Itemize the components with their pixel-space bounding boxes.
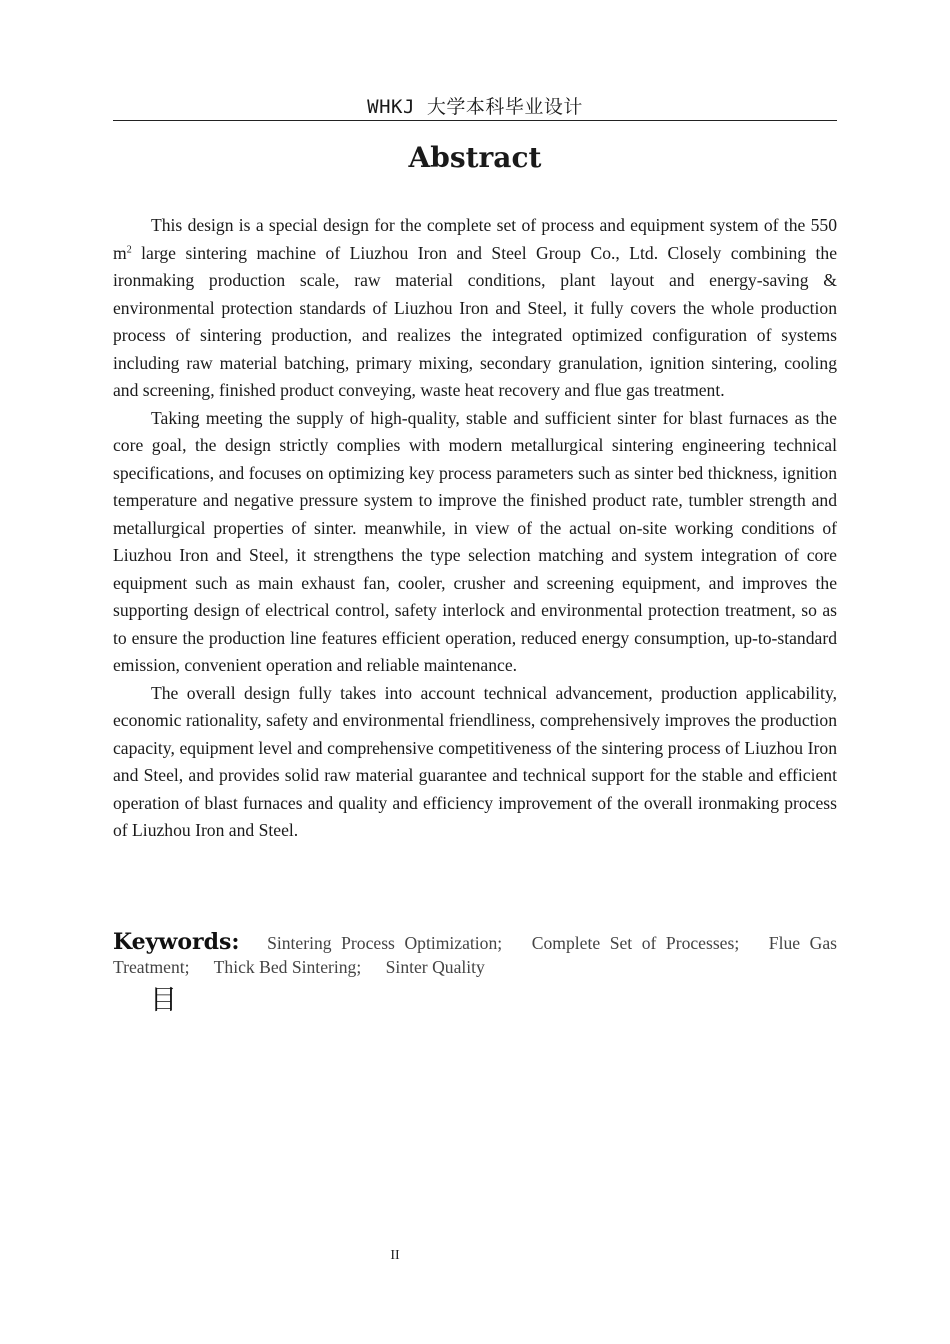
abstract-paragraph-1 — [113, 212, 837, 405]
square-meter-superscript: 2 — [126, 244, 132, 255]
running-header — [113, 94, 837, 121]
toc-heading-fragment: 目 — [150, 985, 177, 1016]
keyword-item: Complete Set of Processes; — [531, 933, 740, 953]
keywords-label: Keywords: — [113, 929, 240, 955]
running-header-text: WHKJ 大学本科毕业设计 — [367, 96, 583, 118]
keyword-item: Flue Gas Treatment; — [113, 933, 837, 977]
abstract-paragraph-3: The overall design fully takes into account technical advancement, production applicability, economic rationality, safety and environmental friendliness, comprehensively improves the production capacity, equipment level and comprehensive competitiveness of the sintering process of Liuzhou Iron and Steel, and provides solid raw material guarantee and technical support for the stable and efficient operation of blast furnaces and quality and efficiency improvement of the overall ironmaking process of Liuzhou Iron and Steel. — [113, 682, 837, 840]
keyword-item: Thick Bed Sintering; — [213, 957, 362, 977]
page-number: II — [390, 1248, 400, 1263]
abstract-title: Abstract — [408, 141, 542, 174]
abstract-body — [113, 212, 837, 845]
keyword-item: Sinter Quality — [385, 957, 485, 977]
paragraph-1-text-b: large sintering machine of Liuzhou Iron and Steel Group Co., Ltd. Closely combining the ironmaking production scale, raw material conditions, plant layout and energy-saving & environmental protection standards of Liuzhou Iron and Steel, it fully covers the whole production process of sintering production, and realizes the integrated optimized configuration of systems including raw material batching, primary mixing, secondary granulation, ignition sintering, cooling and screening, finished product conveying, waste heat recovery and flue gas treatment. — [113, 242, 837, 400]
abstract-paragraph-2: Taking meeting the supply of high-quality, stable and sufficient sinter for blast furnaces as the core goal, the design strictly complies with modern metallurgical sintering engineering technical specifications, and focuses on optimizing key process parameters such as sinter bed thickness, ignition temperature and negative pressure system to improve the finished product rate, tumbler strength and metallurgical properties of sinter. meanwhile, in view of the actual on-site working conditions of Liuzhou Iron and Steel, it strengthens the type selection matching and system integration of core equipment such as main exhaust fan, cooler, crusher and screening equipment, and improves the supporting design of electrical control, safety interlock and environmental protection treatment, so as to ensure the production line features efficient operation, reduced energy consumption, up-to-standard emission, convenient operation and reliable maintenance. — [113, 407, 837, 675]
paragraph-1-text-a: This design is a special design for the complete set of process and equipment system of the 550 m — [113, 215, 837, 263]
keyword-item: Sintering Process Optimization; — [267, 933, 503, 953]
keywords-section — [113, 930, 837, 979]
